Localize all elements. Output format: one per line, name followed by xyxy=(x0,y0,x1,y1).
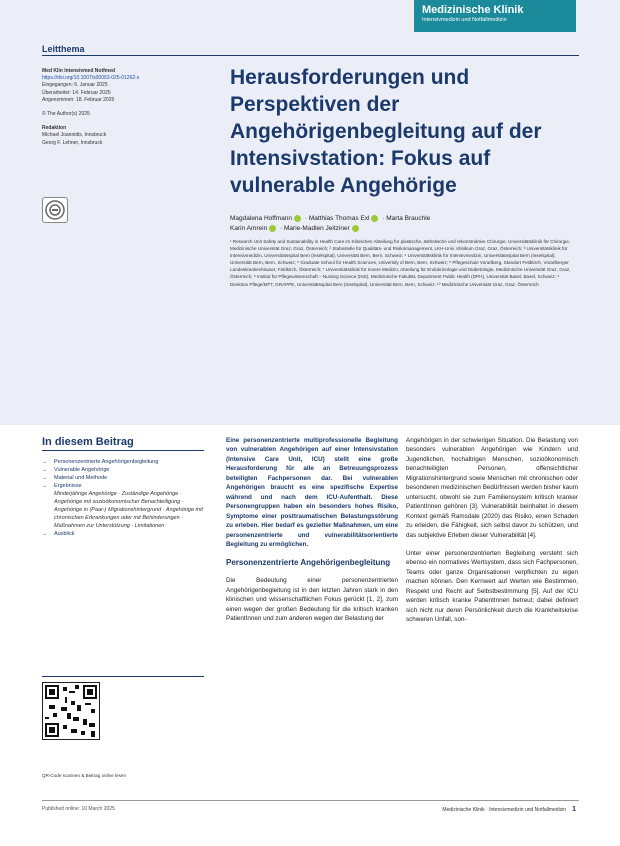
toc-item[interactable]: → Personenzentrierte Angehörigenbegleitung xyxy=(42,458,208,466)
accepted-date: Angenommen: 18. Februar 2025 xyxy=(42,96,115,103)
online-label: Med Klin Intensivmed Notfmed xyxy=(42,68,116,74)
copyright: © The Author(s) 2025 xyxy=(42,111,90,118)
author-name: Karin Amrein xyxy=(230,225,268,232)
author-list xyxy=(230,214,580,234)
affiliations: ¹ Research Unit Safety and Sustainability in Health Care im Klinischen Abteilung für plastische, ästhetische und rekonstruktive Chirurgie, Universitätsklinik für Chirurgie, Medizinische Universität Graz, Graz, Österreich; ² Stabsstelle für Qualitäts- und Risikomanagement, LKH-Univ. Klinikum Graz, Graz, Österreich; ³ Universitätsklinik für Intensivmedizin, Universitätsspital Bern (Inselspital), Universität Bern, Bern, Schweiz; ⁴ Universitätsklinik für Intensivmedizin, Universitätsspital Bern (Inselspital), Universität Bern, Bern, Schweiz; ⁵ Graduate School for Health Sciences, University of Bern, Bern, Schweiz; ⁶ Pflegeschule Vorarlberg, Standort Feldkirch, Vorarlberger Landeskrankenhäuser, Feldkirch, Österreich; ⁷ Universitätsklinik für Innere Medizin, Abteilung für Endokrinologie und Diabetologie, Medizinische Universität Graz, Graz, Österreich; ⁸ Institut für Pflegewissenschaft – Nursing Science (INS), Medizinische Fakultät, Department Public Health (DPH), Universität Basel, Basel, Schweiz; ⁹ Direktion Pflege/MTT, GRAPPE, Universitätsspital Bern (Inselspital), Universität Bern, Bern, Schweiz; ¹⁰ Medizinische Universität Graz, Graz, Österreich xyxy=(230,239,571,287)
journal-subtitle: Intensivmedizin und Notfallmedizin xyxy=(422,17,507,23)
section-heading: Personenzentrierte Angehörigenbegleitung xyxy=(226,558,391,568)
toc-list xyxy=(42,458,208,538)
footer-journal xyxy=(442,806,576,813)
body-paragraph: Die Bedeutung einer personenzentrierten Angehörigenbegleitung ist in den letzten Jahren stark in den klinischen und wissenschaftlichen Fokus gerückt [1, 2], zum einen wegen der großen Bedeutung für die kritisch kranken PatientInnen und zum anderen wegen der Belastung der xyxy=(226,577,398,623)
author-name: Magdalena Hoffmann xyxy=(230,215,293,222)
footer-journal-name: Medizinische Klinik · Intensivmedizin und Notfallmedizin xyxy=(442,807,567,813)
author-name: · Marta Brauchle xyxy=(382,215,431,222)
toc-subitems: Minderjährige Angehörige · Zuständige Angehörige · Angehörige mit sozioökonomischer Benachteiligung · Angehörige in (Paar-) Migrationshintergrund · Angehörige mit chronischen Erkrankungen oder mit Behinderungen · Maßnahmen zur Unterstützung · Limitationen xyxy=(54,491,203,529)
toc-item[interactable]: → Ausblick xyxy=(42,530,208,538)
body-column-1 xyxy=(226,436,398,633)
orcid-icon[interactable] xyxy=(269,225,276,232)
toc-heading: In diesem Beitrag xyxy=(42,436,134,448)
body-paragraph: Angehörigen in der schwierigen Situation. Die Belastung von besonders vulnerablen Angehörigen wie Kindern und Jugendlichen, hochaltrigen Menschen, sozioökonomisch benachteiligten Personen, offensichtlicher Migrationshintergrund sowie Menschen mit chronischen oder besonderen medizinischen Bedürfnissen werden bisher kaum untersucht, obwohl sie zum Familiensystem kritisch kranker PatientInnen gehören [3]. Vulnerabilität beinhaltet in diesem Kontext gemäß Ramsdale (2020) das Risiko, einen Schaden zu erleiden, die Fähigkeit, sich selbst davor zu schützen, und das subjektive Erleben dieser Vulnerabilität [4]. xyxy=(406,437,578,539)
orcid-icon[interactable] xyxy=(352,225,359,232)
journal-badge xyxy=(414,0,576,32)
section-label: Leitthema xyxy=(42,44,85,54)
article-title: Herausforderungen und Perspektiven der Angehörigenbegleitung auf der Intensivstation: Fokus auf vulnerable Angehörige xyxy=(230,66,542,197)
orcid-icon[interactable] xyxy=(371,215,378,222)
toc-item[interactable]: → Material und Methode xyxy=(42,474,208,482)
section-divider xyxy=(42,55,579,56)
editor-1: Michael Joannidis, Innsbruck xyxy=(42,132,107,139)
toc-item[interactable]: → Vulnerable Angehörige xyxy=(42,466,208,474)
orcid-icon[interactable] xyxy=(294,215,301,222)
revised-date: Überarbeitet: 14. Februar 2025 xyxy=(42,89,111,96)
editor-2: Georg F. Lehner, Innsbruck xyxy=(42,139,103,146)
editors-label: Redaktion xyxy=(42,125,67,132)
footer-divider xyxy=(42,800,579,801)
received-date: Eingegangen: 6. Januar 2025 xyxy=(42,82,108,89)
article-meta xyxy=(42,68,207,147)
doi-link[interactable]: https://doi.org/10.1007/s00063-025-01262-x xyxy=(42,75,140,82)
open-access-icon xyxy=(42,197,68,223)
qr-divider xyxy=(42,676,204,677)
page-number: 1 xyxy=(572,806,576,813)
author-name: · Matthias Thomas Exl xyxy=(304,215,370,222)
journal-name: Medizinische Klinik xyxy=(422,4,524,16)
qr-code-icon[interactable] xyxy=(42,682,100,740)
qr-caption: QR-Code scannen & Beitrag online lesen xyxy=(42,773,127,778)
lead-paragraph: Eine personenzentrierte multiprofessionelle Begleitung von vulnerablen Angehörigen auf einer Intensivstation (Intensive Care Unit, ICU) stellt eine große Herausforderung für alle an Betreuungsprozess beteiligten Fachpersonen dar. Bei vulnerablen Angehörigen braucht es eine spezifische Expertise während und nach dem ICU-Aufenthalt. Diese Personengruppen haben ein besonders hohes Risiko, Symptome einer posttraumatischen Belastungsstörung zu erleben. Hier bedarf es gezielter Maßnahmen, um eine personenzentrierte und vulnerabilitätsorientierte Begleitung zu ermöglichen. xyxy=(226,437,398,548)
author-name: · Marie-Madlen Jeitziner xyxy=(280,225,350,232)
toc-item[interactable]: → Ergebnisse Minderjährige Angehörige · Zuständige Angehörige · Angehörige mit sozioökonomischer Benachteiligung · Angehörige in (Paar-) Migrationshintergrund · Angehörige mit chronischen Erkrankungen oder mit Behinderungen · Maßnahmen zur Unterstützung · Limitationen xyxy=(42,482,208,530)
toc-divider xyxy=(42,450,204,451)
published-date: Published online: 10 March 2025 xyxy=(42,806,115,812)
body-column-2 xyxy=(406,436,578,634)
body-paragraph: Unter einer personenzentrierten Begleitung versteht sich ebenso ein normatives Wertsystem, dass sich Fachpersonen, Teams oder ganze Organisationen verpflichten zu eigen machen können. Den Kernwert auf Werten wie Bestimmen, Respekt und Recht auf Selbstbestimmung [5]. Auf der ICU werden kritisch kranke PatientInnen betreut; dabei definiert sich nicht nur deren Persönlichkeit durch die Krankheitskrise schweren Unfall, son- xyxy=(406,549,578,624)
